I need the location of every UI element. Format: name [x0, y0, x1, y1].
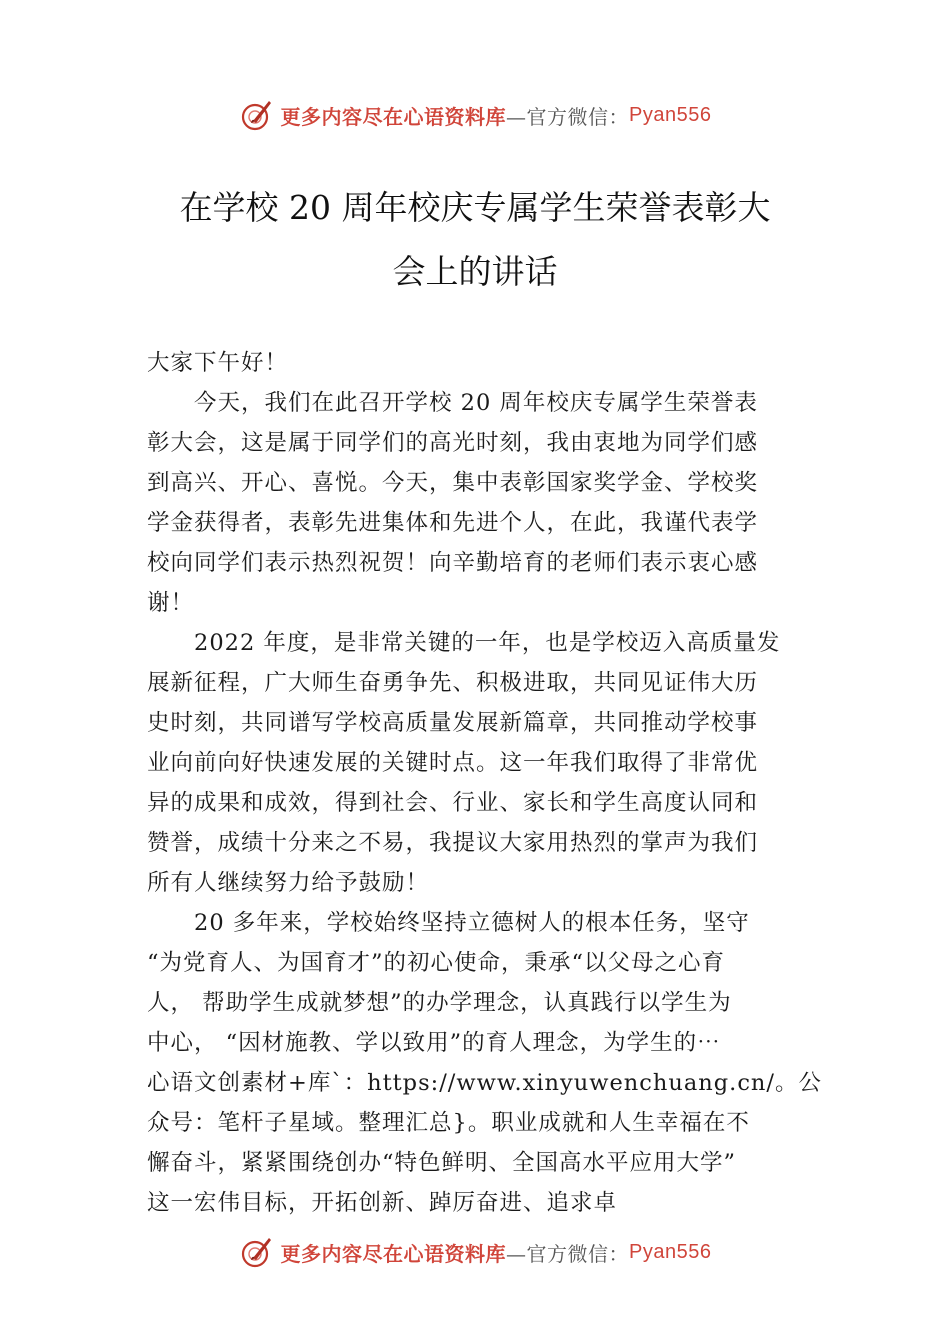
document-title-line-2: 会上的讲话 — [392, 252, 558, 291]
brush-logo-icon — [239, 1234, 275, 1270]
body-line: 2022 年度，是非常关键的一年，也是学校迈入高质量发 — [194, 630, 781, 656]
body-line: 众号：笔杆子星域。整理汇总}。职业成就和人生幸福在不 — [147, 1110, 750, 1136]
speech-body — [147, 343, 822, 1223]
body-line: 这一宏伟目标，开拓创新、踔厉奋进、追求卓 — [147, 1190, 618, 1216]
watermark-wechat-label: —官方微信： — [506, 104, 630, 129]
body-line: “为党育人、为国育才”的初心使命，秉承“以父母之心育 — [147, 950, 726, 976]
body-line: 到高兴、开心、喜悦。今天，集中表彰国家奖学金、学校奖 — [147, 470, 759, 496]
body-line: 人， 帮助学生成就梦想”的办学理念，认真践行以学生为 — [147, 990, 732, 1016]
watermark-site-text: 更多内容尽在心语资料库 — [280, 1241, 507, 1266]
body-line: 展新征程，广大师生奋勇争先、积极进取，共同见证伟大历 — [147, 670, 759, 696]
body-line: 异的成果和成效，得到社会、行业、家长和学生高度认同和 — [147, 790, 759, 816]
body-line: 20 多年来，学校始终坚持立德树人的根本任务，坚守 — [194, 910, 750, 936]
body-line: 中心， “因材施教、学以致用”的育人理念，为学生的⋯ — [147, 1030, 721, 1056]
footer-watermark — [0, 1232, 950, 1272]
watermark-site-text: 更多内容尽在心语资料库 — [280, 104, 507, 129]
body-line: 校向同学们表示热烈祝贺！向辛勤培育的老师们表示衷心感 — [147, 550, 759, 576]
watermark-wechat-id: Pyan556 — [629, 103, 712, 126]
brush-logo-icon — [239, 97, 275, 133]
body-line: 所有人继续努力给予鼓励！ — [147, 870, 430, 896]
body-line: 学金获得者，表彰先进集体和先进个人，在此，我谨代表学 — [147, 510, 759, 536]
body-line: 业向前向好快速发展的关键时点。这一年我们取得了非常优 — [147, 750, 759, 776]
body-line: 赞誉，成绩十分来之不易，我提议大家用热烈的掌声为我们 — [147, 830, 759, 856]
body-line: 史时刻，共同谱写学校高质量发展新篇章，共同推动学校事 — [147, 710, 759, 736]
body-line: 彰大会，这是属于同学们的高光时刻，我由衷地为同学们感 — [147, 430, 759, 456]
body-line: 心语文创素材+库`：https://www.xinyuwenchuang.cn/。公 — [147, 1070, 822, 1096]
watermark-wechat-label: —官方微信： — [506, 1241, 630, 1266]
document-title-line-1: 在学校 20 周年校庆专属学生荣誉表彰大 — [179, 188, 771, 227]
body-line: 今天，我们在此召开学校 20 周年校庆专属学生荣誉表 — [194, 390, 758, 416]
body-line: 大家下午好！ — [147, 350, 289, 376]
watermark-wechat-id: Pyan556 — [629, 1240, 712, 1263]
header-watermark — [0, 95, 950, 135]
body-line: 懈奋斗，紧紧围绕创办“特色鲜明、全国高水平应用大学” — [147, 1150, 737, 1176]
body-line: 谢！ — [147, 590, 195, 616]
